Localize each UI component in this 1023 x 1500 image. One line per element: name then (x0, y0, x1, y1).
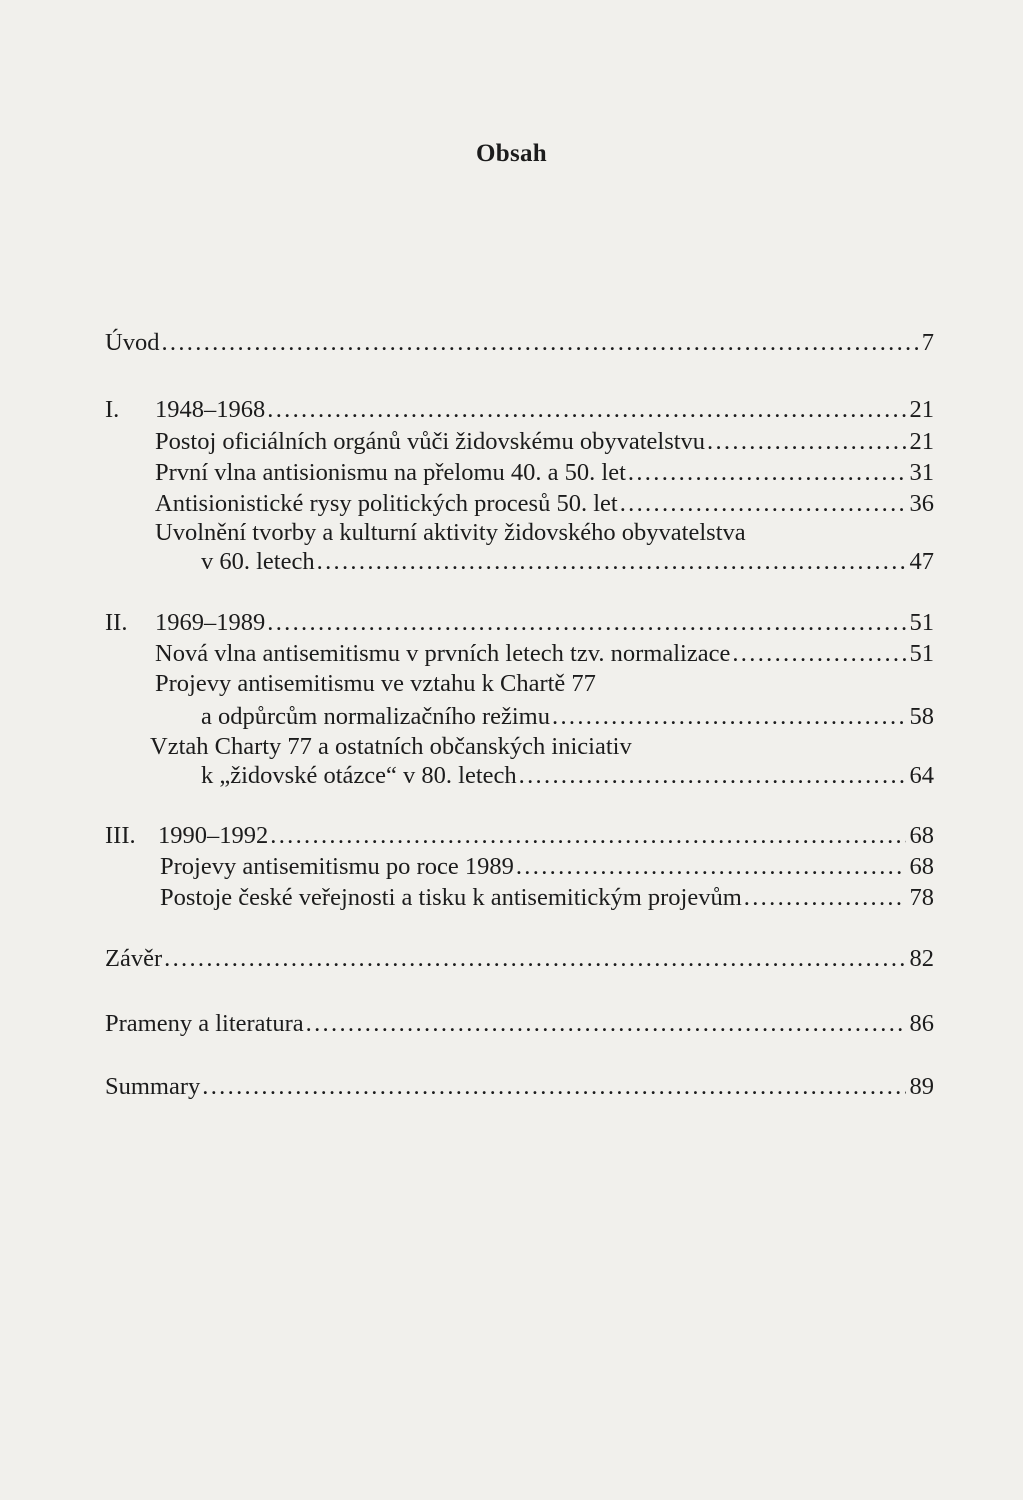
dot-leader (628, 456, 906, 490)
toc-entry-section (160, 881, 934, 915)
dot-leader (267, 606, 905, 640)
toc-entry-page: 7 (921, 329, 934, 356)
dot-leader (732, 637, 905, 671)
dot-leader (161, 326, 917, 360)
toc-entry-label: Uvolnění tvorby a kulturní aktivity židovského obyvatelstva (155, 519, 746, 546)
toc-part-number: III. (105, 822, 136, 849)
toc-entry-page: 68 (909, 853, 934, 880)
toc-entry-label: Vztah Charty 77 a ostatních občanských iniciativ (150, 733, 632, 760)
dot-leader (552, 700, 906, 734)
toc-entry-label: Summary (105, 1073, 201, 1100)
dot-leader (164, 942, 905, 976)
dot-leader (306, 1007, 906, 1041)
dot-leader (707, 425, 905, 459)
toc-entry-label: Nová vlna antisemitismu v prvních letech tzv. normalizace (155, 640, 731, 667)
toc-entry-section-continuation (201, 759, 934, 793)
toc-entry-summary (105, 1070, 934, 1104)
toc-entry-section-continuation (201, 545, 934, 579)
dot-leader (516, 850, 906, 884)
toc-entry-page: 36 (909, 490, 934, 517)
toc-entry-label: Projevy antisemitismu ve vztahu k Chartě 77 (155, 670, 596, 697)
toc-entry-page: 51 (909, 609, 934, 636)
toc-entry-page: 89 (909, 1073, 934, 1100)
toc-entry-page: 78 (909, 884, 934, 911)
toc-entry-page: 47 (909, 548, 934, 575)
dot-leader (202, 1070, 905, 1104)
toc-entry-page: 51 (909, 640, 934, 667)
toc-entry-label: Antisionistické rysy politických procesů 50. let (155, 490, 618, 517)
toc-entry-part-3 (105, 819, 934, 853)
toc-entry-uvod (105, 326, 934, 360)
toc-entry-page: 86 (909, 1010, 934, 1037)
toc-entry-zaver (105, 942, 934, 976)
toc-entry-label: Prameny a literatura (105, 1010, 304, 1037)
toc-entry-label: a odpůrcům normalizačního režimu (201, 703, 550, 730)
toc-part-number: I. (105, 396, 120, 423)
toc-entry-label: Postoj oficiálních orgánů vůči židovskému obyvatelstvu (155, 428, 706, 455)
toc-entry-label: 1969–1989 (155, 609, 266, 636)
dot-leader (519, 759, 906, 793)
toc-entry-label: První vlna antisionismu na přelomu 40. a 50. let (155, 459, 626, 486)
toc-entry-section (155, 425, 934, 459)
toc-entry-page: 58 (909, 703, 934, 730)
toc-entry-page: 82 (909, 945, 934, 972)
toc-entry-section (160, 850, 934, 884)
toc-entry-label: 1990–1992 (158, 822, 269, 849)
toc-entry-part-1 (105, 393, 934, 427)
dot-leader (744, 881, 906, 915)
dot-leader (267, 393, 905, 427)
toc-entry-page: 64 (909, 762, 934, 789)
toc-entry-label: v 60. letech (201, 548, 315, 575)
page-title: Obsah (476, 140, 547, 167)
toc-entry-section (155, 637, 934, 671)
toc-entry-section (155, 456, 934, 490)
toc-entry-page: 21 (909, 396, 934, 423)
toc-part-number: II. (105, 609, 128, 636)
toc-entry-section (155, 667, 934, 701)
dot-leader (317, 545, 906, 579)
toc-entry-label: Projevy antisemitismu po roce 1989 (160, 853, 514, 880)
toc-entry-label: k „židovské otázce“ v 80. letech (201, 762, 517, 789)
toc-entry-label: 1948–1968 (155, 396, 266, 423)
toc-entry-page: 21 (909, 428, 934, 455)
toc-entry-label: Postoje české veřejnosti a tisku k antisemitickým projevům (160, 884, 742, 911)
toc-entry-prameny (105, 1007, 934, 1041)
toc-entry-section-continuation (201, 700, 934, 734)
toc-entry-page: 68 (909, 822, 934, 849)
toc-entry-part-2 (105, 606, 934, 640)
toc-entry-label: Závěr (105, 945, 163, 972)
table-of-contents (105, 0, 934, 1500)
dot-leader (270, 819, 905, 853)
toc-entry-label: Úvod (105, 329, 160, 356)
toc-entry-page: 31 (909, 459, 934, 486)
